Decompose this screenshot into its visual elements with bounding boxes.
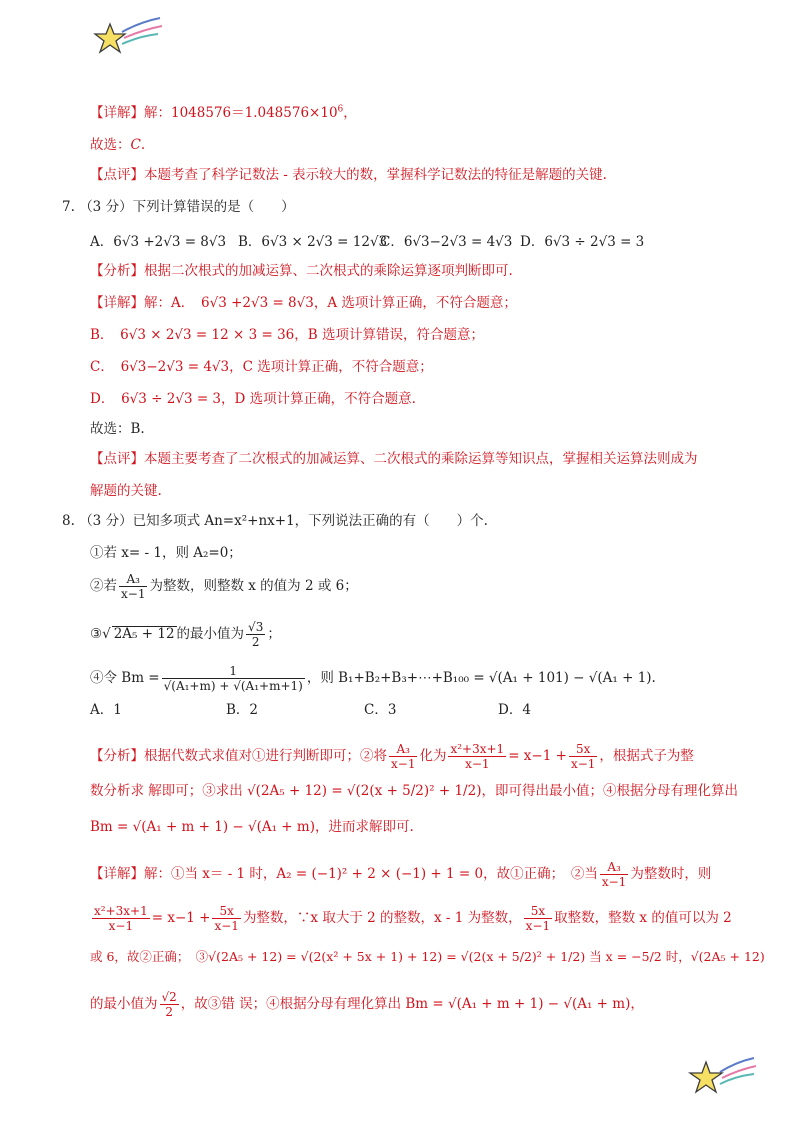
shooting-star-icon <box>92 14 164 60</box>
detail-tag: 【详解】 <box>90 105 144 121</box>
choose-end: . <box>140 137 146 153</box>
q8-detail-line-2 <box>90 904 732 933</box>
q7-stem-text: （3 分）下列计算错误的是（ ） <box>79 199 295 215</box>
fraction-numerator: 5x <box>569 742 597 757</box>
q8-item-4 <box>90 664 656 693</box>
detail-text: 的最小值为 <box>90 996 158 1012</box>
q8-detail-line-1 <box>90 860 711 889</box>
q8-stem <box>62 512 488 530</box>
item-prefix: ④令 Bm = <box>90 670 160 686</box>
fraction-denominator: 2 <box>251 635 260 649</box>
fraction-numerator: 1 <box>162 664 305 679</box>
comment-tag: 【点评】 <box>90 451 144 467</box>
q8-option-c: C．3 <box>364 702 397 718</box>
q8-detail-line-3: 或 6，故②正确； ③√(2A₅ + 12) = √(2(x² + 5x + 1) + 12) = √(2(x + 5/2)² + 1/2) 当 x = −5/2 时，√(2A₅ + 12) <box>90 949 765 964</box>
q8-analysis-line-2: 数分析求 解即可；③求出 √(2A₅ + 12) = √(2(x + 5/2)² + 1/2)，即可得出最小值；④根据分母有理化算出 <box>90 783 738 799</box>
q7-option-c: C．6√3−2√3 = 4√3 <box>380 234 513 250</box>
q7-comment <box>90 450 698 468</box>
fraction-denominator: x−1 <box>391 757 416 771</box>
detail-tag: 【详解】 <box>90 866 144 882</box>
fraction-numerator: 5x <box>212 904 240 919</box>
fraction-numerator: A₃ <box>119 572 147 587</box>
q7-comment-text: 本题主要考查了二次根式的加减运算、二次根式的乘除运算等知识点，掌握相关运算法则成为 <box>144 451 698 467</box>
p6-choose <box>90 136 145 154</box>
detail-tag: 【详解】 <box>90 295 144 311</box>
fraction-numerator: x²+3x+1 <box>94 904 148 918</box>
q7-option-b: B．6√3 × 2√3 = 12√3 <box>238 234 388 250</box>
fraction-numerator: A₃ <box>389 742 417 757</box>
shooting-star-icon <box>686 1050 758 1098</box>
detail-text: 取整数，整数 x 的值可以为 2 <box>554 910 732 926</box>
question-number: 8. <box>62 513 75 529</box>
q7-analysis-text: 根据二次根式的加减运算、二次根式的乘除运算逐项判断即可. <box>144 263 513 279</box>
fraction-denominator: x−1 <box>570 757 596 771</box>
fraction-denominator: 2 <box>165 1005 173 1019</box>
detail-text: 解：①当 x＝ - 1 时，A₂ = (−1)² + 2 × (−1) + 1 = 0，故①正确； ②当 <box>144 866 598 882</box>
q7-choose: 故选：B. <box>90 421 145 437</box>
fraction-denominator: √(A₁+m) + √(A₁+m+1) <box>163 679 303 693</box>
q8-item-2 <box>90 572 358 601</box>
q7-detail-line-3: C． 6√3−2√3 = 4√3，C 选项计算正确，不符合题意； <box>90 359 433 375</box>
p6-comment <box>90 166 607 184</box>
q7-analysis <box>90 262 513 280</box>
analysis-tag: 【分析】 <box>90 263 144 279</box>
fraction-denominator: x−1 <box>121 587 146 601</box>
p6-detail-text: 解：1048576＝1.048576×10 <box>144 105 338 121</box>
item-text: ，则 B₁+B₂+B₃+⋯+B₁₀₀ = √(A₁ + 101) − √(A₁ + 1). <box>306 670 656 686</box>
question-number: 7. <box>62 199 75 215</box>
choose-answer: C <box>130 137 141 153</box>
q7-detail-line-4: D． 6√3 ÷ 2√3 = 3，D 选项计算正确，不符合题意. <box>90 391 416 407</box>
q8-detail-line-4 <box>90 990 644 1019</box>
p6-comment-text: 本题考查了科学记数法 - 表示较大的数，掌握科学记数法的特征是解题的关键. <box>144 167 607 183</box>
radicand: 2A₅ + 12 <box>113 626 175 642</box>
fraction-denominator: x−1 <box>108 919 134 933</box>
fraction-numerator: √2 <box>161 990 177 1004</box>
analysis-text: 根据代数式求值对①进行判断即可；②将 <box>144 748 387 764</box>
choose-label: 故选： <box>90 137 131 153</box>
q8-option-d: D．4 <box>498 702 531 718</box>
analysis-text: ，根据式子为整 <box>599 748 694 764</box>
fraction-numerator: x²+3x+1 <box>450 742 505 756</box>
q8-analysis-line-3: Bm = √(A₁ + m + 1) − √(A₁ + m)，进而求解即可. <box>90 819 414 835</box>
fraction-denominator: x−1 <box>465 757 490 771</box>
p6-exponent: 6 <box>337 104 344 115</box>
fraction-numerator: A₃ <box>600 860 628 875</box>
q7-detail-line-1 <box>90 294 517 312</box>
p6-detail <box>90 104 357 122</box>
q7-stem <box>62 198 295 216</box>
item-text: 为整数，则整数 x 的值为 2 或 6； <box>149 578 358 594</box>
detail-text: 为整数，∵x 取大于 2 的整数，x - 1 为整数， <box>242 910 522 926</box>
analysis-tag: 【分析】 <box>90 748 144 764</box>
item-prefix: ②若 <box>90 578 117 594</box>
q8-option-a: A．1 <box>90 702 122 718</box>
q8-item-1: ①若 x= - 1，则 A₂=0； <box>90 545 242 561</box>
item-prefix: ③ <box>90 626 103 642</box>
q8-stem-text: （3 分）已知多项式 An=x²+nx+1，下列说法正确的有（ ）个. <box>79 513 488 529</box>
fraction-denominator: x−1 <box>525 919 551 933</box>
comment-tag: 【点评】 <box>90 167 144 183</box>
q8-analysis-line-1 <box>90 742 694 771</box>
q7-detail-text: 解：A． 6√3 +2√3 = 8√3，A 选项计算正确，不符合题意； <box>144 295 517 311</box>
q7-option-d: D．6√3 ÷ 2√3 = 3 <box>520 234 645 250</box>
q7-comment-line-2: 解题的关键. <box>90 483 162 499</box>
fraction-numerator: √3 <box>248 620 264 634</box>
q7-detail-line-2: B． 6√3 × 2√3 = 12 × 3 = 36，B 选项计算错误，符合题意； <box>90 327 484 343</box>
p6-detail-end: ， <box>343 105 357 121</box>
fraction-denominator: x−1 <box>601 875 627 889</box>
fraction-denominator: x−1 <box>214 919 239 933</box>
q8-item-3: ③√ 2A₅ + 12 的最小值为 $\frac{√3}{2}$ ； <box>90 620 281 649</box>
q7-option-a: A．6√3 +2√3 = 8√3 <box>90 234 227 250</box>
item-end: ； <box>267 626 281 642</box>
fraction-numerator: 5x <box>524 904 552 919</box>
detail-text: ，故③错 误；④根据分母有理化算出 Bm = √(A₁ + m + 1) − √(A₁ + m)， <box>180 996 644 1012</box>
item-text: 的最小值为 <box>176 626 245 642</box>
q8-option-b: B．2 <box>226 702 259 718</box>
analysis-text: = x−1 + <box>508 748 567 764</box>
analysis-text: 化为 <box>419 748 447 764</box>
detail-text: = x−1 + <box>151 910 211 926</box>
detail-text: 为整数时，则 <box>630 866 712 882</box>
